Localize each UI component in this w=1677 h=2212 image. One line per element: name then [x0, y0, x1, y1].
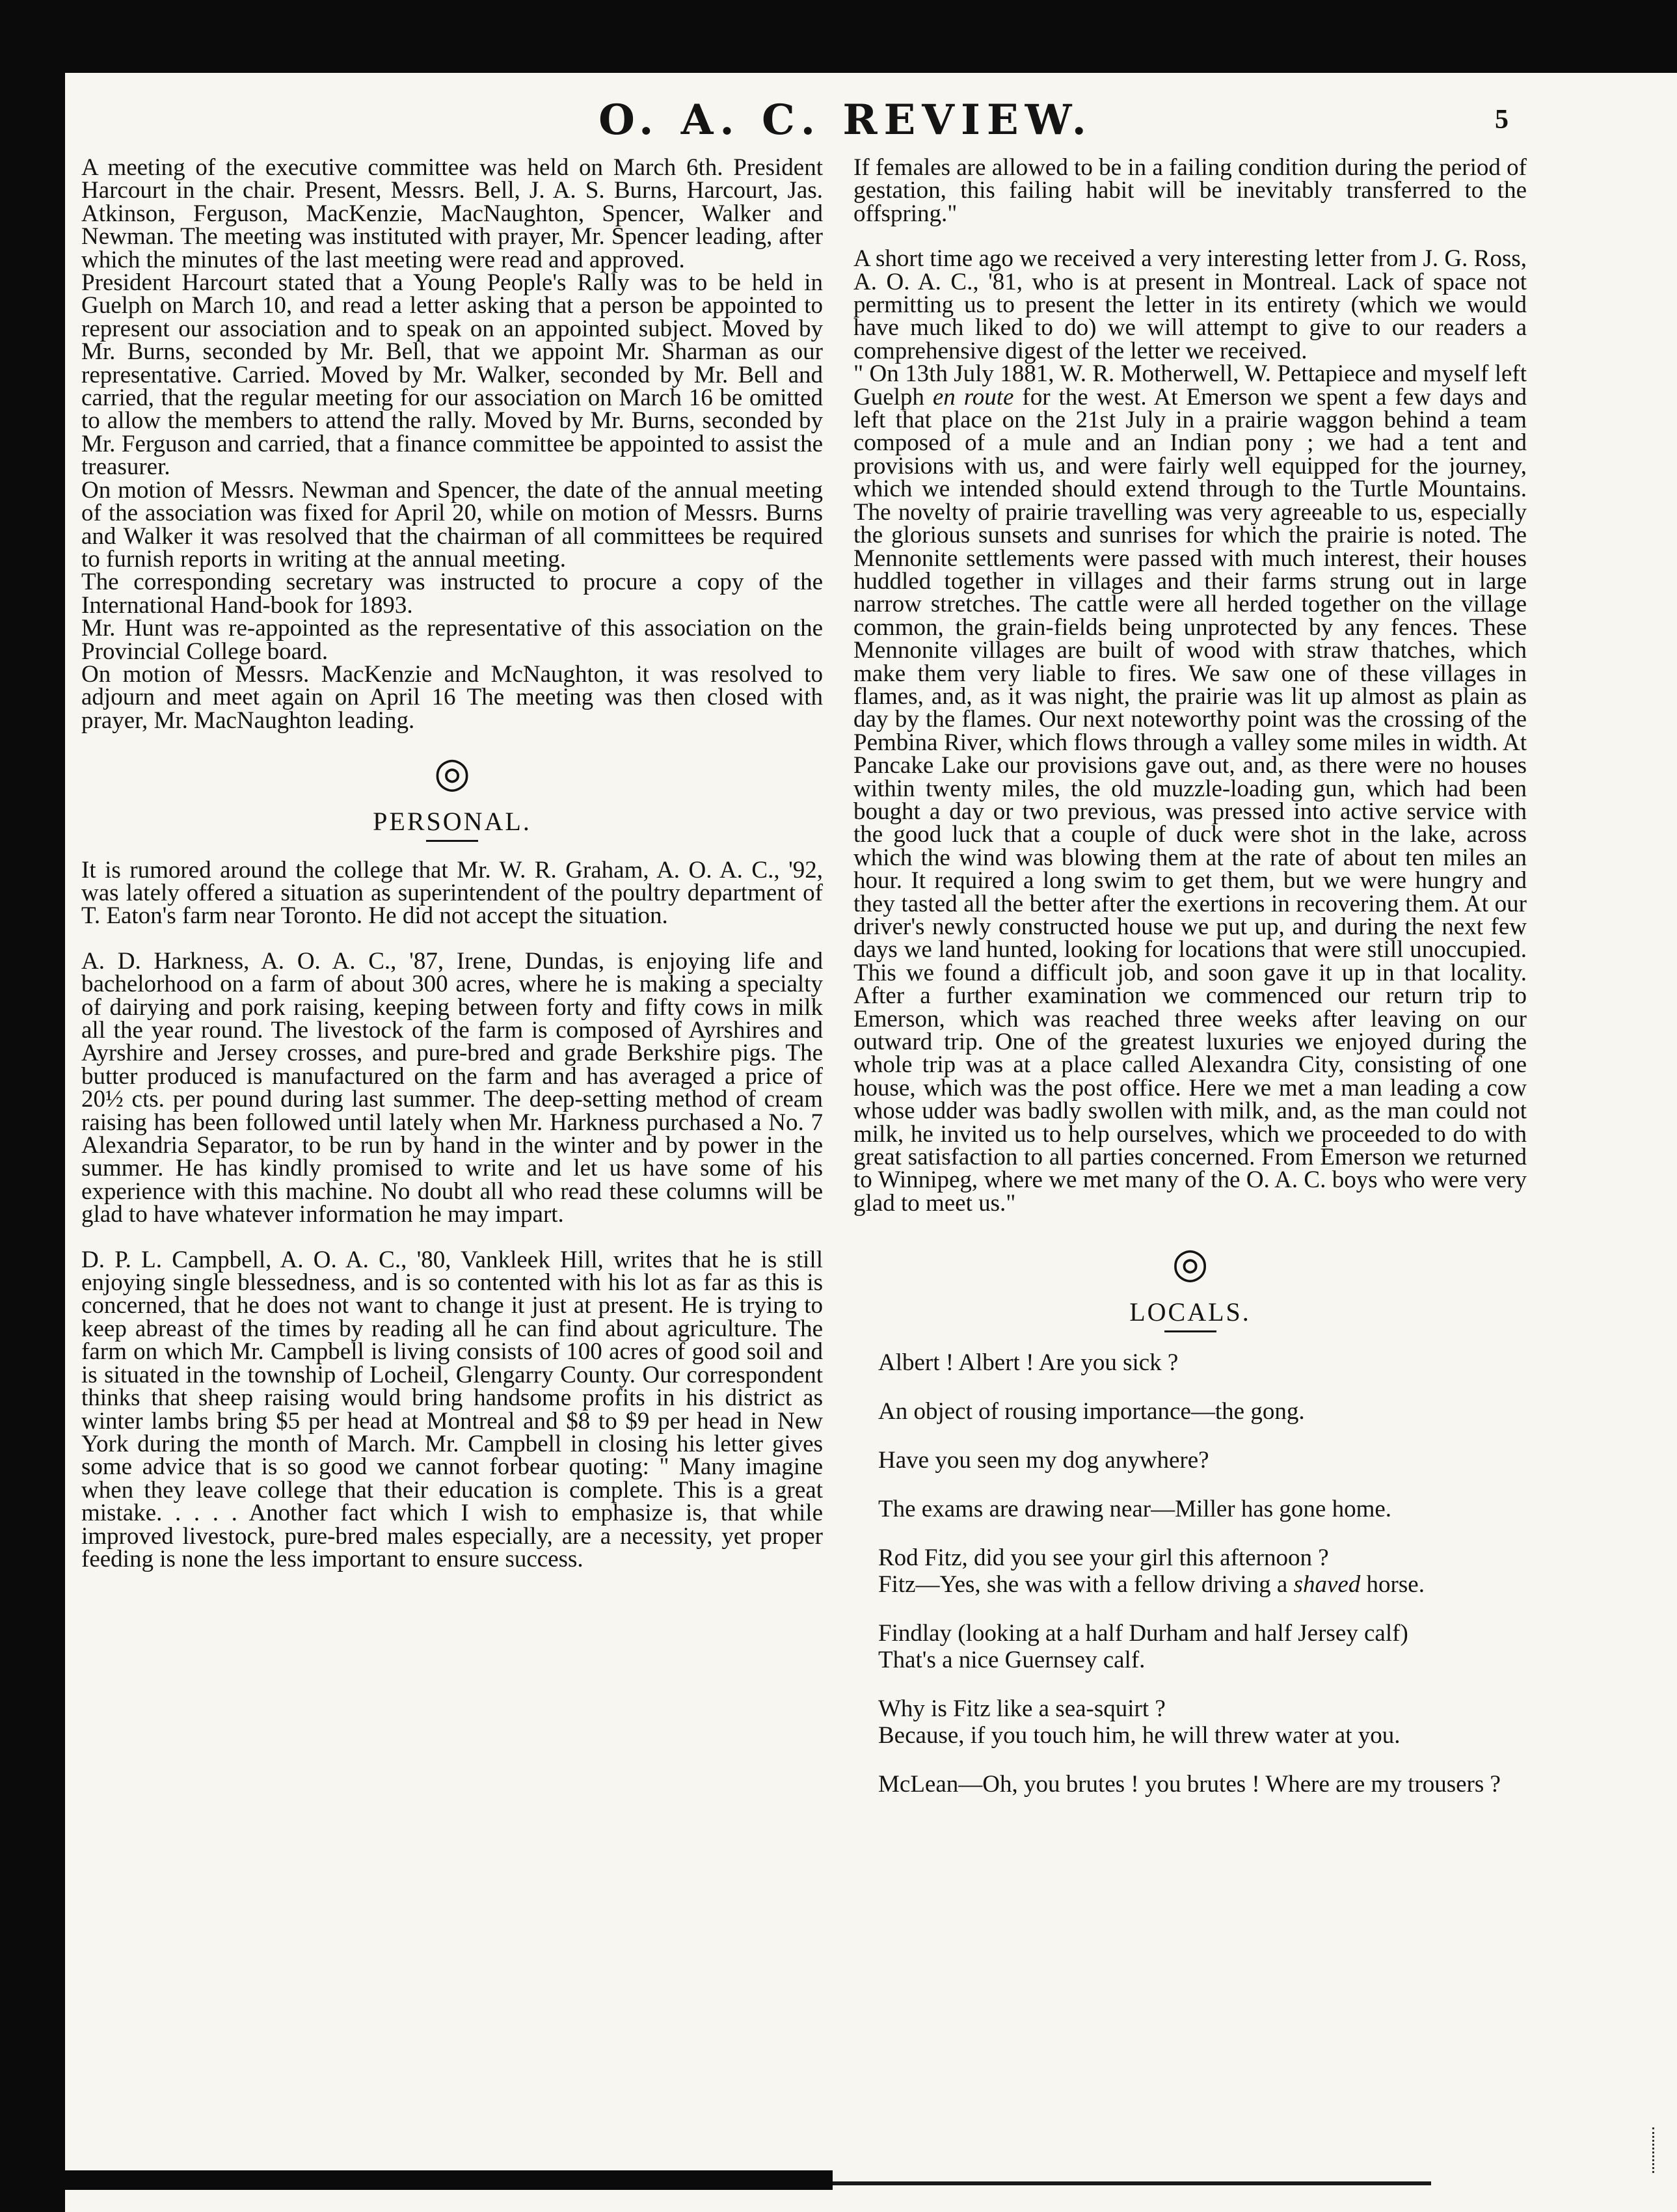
personal-item: A. D. Harkness, A. O. A. C., '87, Irene, Dundas, is enjoying life and bachelorhood on a farm of about 300 acres, where he is making a specialty of dairying and pork raising, keeping between forty and fifty cows in milk all the year round. The livestock of the farm is composed of Ayrshires and Ayrshire and Jersey crosses, and pure-bred and grade Berkshire pigs. The butter produced is manufactured on the farm and has averaged a price of 20½ cts. per pound during last summer. The deep-setting method of cream raising has been followed until lately when Mr. Harkness purchased a No. 7 Alexandria Separator, to be run by hand in the winter and by power in the summer. He has kindly promised to write and let us have some of his experience with this machine. No doubt all who read these columns will be glad to have whatever information he may impart.	[81, 947, 823, 1228]
minutes-paragraph: On motion of Messrs. MacKenzie and McNaughton, it was resolved to adjourn and meet again on April 16 The meeting was then closed with prayer, Mr. MacNaughton leading.	[81, 660, 823, 734]
personal-item: It is rumored around the college that Mr. W. R. Graham, A. O. A. C., '92, was lately offered a situation as superintendent of the poultry department of T. Eaton's farm near Toronto. He did not accept the situation.	[81, 856, 823, 930]
scan-left-border	[0, 0, 65, 2212]
personal-heading: PERSONAL.	[373, 807, 531, 837]
scan-top-border	[0, 0, 1677, 73]
minutes-paragraph: President Harcourt stated that a Young People's Rally was to be held in Guelph on March 10, and read a letter asking that a person be appointed to represent our association and to speak on an appointed subject. Moved by Mr. Burns, seconded by Mr. Bell, that we appoint Mr. Sharman as our representative. Carried. Moved by Mr. Walker, seconded by Mr. Bell and carried, that the regular meeting for our association on March 16 be omitted to allow the members to attend the rally. Moved by Mr. Burns, seconded by Mr. Ferguson and carried, that a finance committee be appointed to assist the treasurer.	[81, 269, 823, 481]
local-item: Rod Fitz, did you see your girl this afternoon ?	[878, 1544, 1329, 1571]
local-item: Findlay (looking at a half Durham and half Jersey calf)	[878, 1619, 1408, 1647]
right-column	[853, 156, 1527, 1820]
bottom-rule	[833, 2181, 1431, 2185]
scan-right-marks	[1652, 2127, 1657, 2173]
continued-quote: If females are allowed to be in a failing condition during the period of gestation, this failing habit will be inevitably transferred to the offspring."	[853, 154, 1527, 227]
section-ornament-icon: ◎	[1172, 1240, 1209, 1287]
ross-letter: " On 13th July 1881, W. R. Motherwell, W. Pettapiece and myself left Guelph en route for the west. At Emerson we spent a few days and left that place on the 21st July in a prairie waggon behind a team composed of a mule and an Indian pony ; we had a tent and provisions with us, and were fairly well equipped for the journey, which we intended should extend through to the Turtle Mountains. The novelty of prairie travelling was very agreeable to us, especially the glorious sunsets and sunrises for which the prairie is noted. The Mennonite settlements were passed with much interest, their houses huddled together in villages and their farms strung out in large narrow stretches. The cattle were all herded together on the village common, the grain-fields being unprotected by any fences. These Mennonite villages are built of wood with straw thatches, which make them very liable to fires. We saw one of these villages in flames, and, as it was night, the prairie was lit up almost as plain as day by the flames. Our next noteworthy point was the crossing of the Pembina River, which flows through a valley some miles in width. At Pancake Lake our provisions gave out, and, as there were no houses within twenty miles, the old muzzle-loading gun, which had been bought a day or two previous, was pressed into active service with the good luck that a couple of duck were shot in the lake, across which the wind was blowing them at the rate of about ten miles an hour. It required a long swim to get them, but we were hungry and they tasted all the better after the exertions in recovering them. At our driver's newly constructed house we put up, and during the next few days we land hunted, looking for locations that were still unoccupied. This we found a difficult job, and soon gave it up in that locality. After a further examination we commenced our return trip to Emerson, which was reached three weeks after leaving on our outward trip. One of the greatest luxuries we enjoyed during the whole trip was at a place called Alexandra City, consisting of one house, which was the post office. Here we met a man leading a cow whose udder was badly swollen with milk, and, as the man could not milk, he invited us to help ourselves, which we proceeded to do with great satisfaction to all parties concerned. From Emerson we returned to Winnipeg, where we met many of the O. A. C. boys who were very glad to meet us."	[853, 360, 1527, 1217]
minutes-paragraph: Mr. Hunt was re-appointed as the representative of this association on the Provincial College board.	[81, 615, 823, 665]
ross-intro: A short time ago we received a very interesting letter from J. G. Ross, A. O. A. C., '81, who is at present in Montreal. Lack of space not permitting us to present the letter in its entirety (which we would have much liked to do) we will attempt to give to our readers a comprehensive digest of the letter we received.	[853, 245, 1527, 364]
local-item: Have you seen my dog anywhere?	[878, 1446, 1209, 1474]
local-item: Why is Fitz like a sea-squirt ?	[878, 1695, 1166, 1722]
minutes-paragraph: A meeting of the executive committee was held on March 6th. President Harcourt in the chair. Present, Messrs. Bell, J. A. S. Burns, Harcourt, Jas. Atkinson, Ferguson, MacKenzie, MacNaughton, Spencer, Walker and Newman. The meeting was instituted with prayer, Mr. Spencer leading, after which the minutes of the last meeting were read and approved.	[81, 154, 823, 273]
heading-rule	[1164, 1330, 1216, 1332]
local-item: The exams are drawing near—Miller has gone home.	[878, 1495, 1392, 1522]
heading-rule	[426, 840, 478, 842]
local-item: Albert ! Albert ! Are you sick ?	[878, 1349, 1179, 1376]
minutes-paragraph: On motion of Messrs. Newman and Spencer, the date of the annual meeting of the association was fixed for April 20, while on motion of Messrs. Burns and Walker it was resolved that the chairman of all committees be required to furnish reports in writing at the annual meeting.	[81, 476, 823, 573]
minutes-paragraph: The corresponding secretary was instructed to procure a copy of the International Hand-book for 1893.	[81, 569, 823, 619]
masthead-title: O. A. C. REVIEW.	[598, 96, 1093, 144]
left-column	[81, 156, 823, 1571]
locals-list	[853, 1349, 1527, 1798]
local-item: Because, if you touch him, he will threw water at you.	[878, 1721, 1401, 1749]
section-ornament-icon: ◎	[434, 749, 470, 796]
local-item: Fitz—Yes, she was with a fellow driving a shaved horse.	[878, 1571, 1425, 1598]
local-item: An object of rousing importance—the gong.	[878, 1397, 1305, 1425]
local-item: That's a nice Guernsey calf.	[878, 1646, 1146, 1673]
scan-bottom-border	[65, 2170, 833, 2190]
locals-heading: LOCALS.	[1129, 1297, 1251, 1327]
personal-item: D. P. L. Campbell, A. O. A. C., '80, Vankleek Hill, writes that he is still enjoying single blessedness, and is so contented with his lot as far as this is concerned, that he does not want to change it just at present. He is trying to keep abreast of the times by reading all he can find about agriculture. The farm on which Mr. Campbell is living consists of 100 acres of good soil and is situated in the township of Locheil, Glengarry County. Our correspondent thinks that sheep raising would bring handsome profits in his district as winter lambs bring $5 per head at Montreal and $8 to $9 per head in New York during the month of March. Mr. Campbell in closing his letter gives some advice that is so good we cannot forbear quoting: " Many imagine when they leave college that their education is complete. This is a great mistake. . . . . Another fact which I wish to emphasize is, that while improved livestock, pure-bred males especially, are a necessity, yet proper feeding is none the less important to ensure success.	[81, 1246, 823, 1572]
page-number: 5	[1495, 105, 1509, 135]
local-item: McLean—Oh, you brutes ! you brutes ! Where are my trousers ?	[878, 1770, 1501, 1798]
